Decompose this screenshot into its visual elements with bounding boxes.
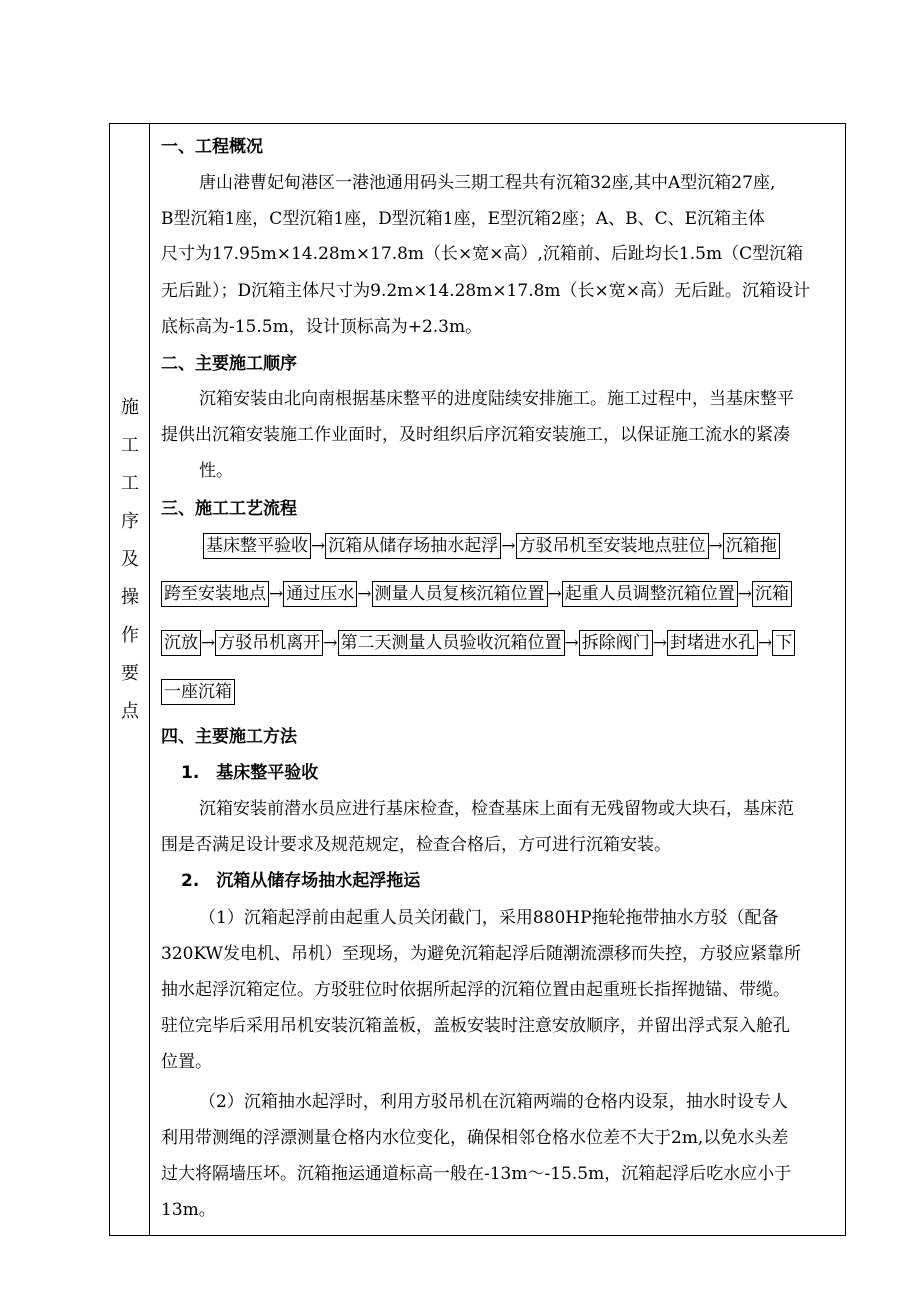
flow-step: 方驳吊机至安装地点驻位 [516, 533, 709, 559]
label-char: 序 [121, 511, 139, 532]
arrow-right-icon: → [758, 633, 773, 653]
section-2-title: 二、主要施工顺序 [161, 354, 297, 374]
flow-step: 通过压水 [283, 581, 357, 607]
label-char: 工 [121, 473, 139, 494]
flow-step: 跨至安装地点 [161, 581, 269, 607]
flow-step: 沉箱拖 [723, 533, 780, 559]
left-label-column [110, 124, 150, 1235]
sub1-line: 沉箱安装前潜水员应进行基床检查，检查基床上面有无残留物或大块石，基床范 [199, 799, 794, 819]
sec1-line: 底标高为-15.5m，设计顶标高为+2.3m。 [161, 317, 483, 337]
flow-row-3 [161, 630, 795, 656]
arrow-right-icon: → [737, 584, 752, 604]
sec1-line: 唐山港曹妃甸港区一港池通用码头三期工程共有沉箱32座,其中A型沉箱27座, [199, 173, 776, 193]
subsection-1-title: 1. 基床整平验收 [181, 763, 319, 783]
vertical-label [110, 389, 150, 731]
flow-step: 沉箱 [752, 581, 792, 607]
flow-step: 方驳吊机离开 [215, 630, 323, 656]
section-4-title: 四、主要施工方法 [161, 727, 297, 747]
sub2-para1-line: 抽水起浮沉箱定位。方驳驻位时依据所起浮的沉箱位置由起重班长指挥抛锚、带缆。 [161, 980, 790, 1000]
sec1-line: 尺寸为17.95m×14.28m×17.8m（长×宽×高）,沉箱前、后趾均长1.5m（C型沉箱 [161, 244, 804, 264]
sub2-para1-line: 位置。 [161, 1052, 212, 1072]
sec1-line: B型沉箱1座，C型沉箱1座，D型沉箱1座，E型沉箱2座；A、B、C、E沉箱主体 [161, 209, 765, 229]
flow-step: 测量人员复核沉箱位置 [372, 581, 548, 607]
label-char: 点 [121, 701, 139, 722]
subsection-2-title: 2. 沉箱从储存场抽水起浮拖运 [181, 871, 421, 891]
flow-step: 第二天测量人员验收沉箱位置 [338, 630, 565, 656]
flow-step: 一座沉箱 [161, 679, 235, 705]
sec2-line: 性。 [199, 461, 233, 481]
sec2-line: 提供出沉箱安装施工作业面时，及时组织后序沉箱安装施工，以保证施工流水的紧凑 [161, 425, 790, 445]
document-table [109, 123, 846, 1236]
flow-row-4 [161, 679, 235, 705]
arrow-right-icon: → [323, 633, 338, 653]
sub2-para1-line: （1）沉箱起浮前由起重人员关闭截门，采用880HP拖轮拖带抽水方驳（配备 [199, 908, 779, 928]
label-char: 工 [121, 435, 139, 456]
arrow-right-icon: → [501, 536, 516, 556]
sub2-para2-line: （2）沉箱抽水起浮时，利用方驳吊机在沉箱两端的仓格内设泵，抽水时设专人 [199, 1092, 788, 1112]
content-area [157, 124, 845, 1235]
arrow-right-icon: → [357, 584, 372, 604]
label-char: 作 [121, 625, 139, 646]
sub2-para2-line: 13m。 [161, 1200, 216, 1220]
arrow-right-icon: → [708, 536, 723, 556]
flow-step: 基床整平验收 [203, 533, 311, 559]
label-char: 施 [121, 397, 139, 418]
flow-row-2 [161, 581, 792, 607]
arrow-right-icon: → [201, 633, 216, 653]
flow-step: 沉箱从储存场抽水起浮 [325, 533, 501, 559]
sec2-line: 沉箱安装由北向南根据基床整平的进度陆续安排施工。施工过程中，当基床整平 [199, 389, 794, 409]
section-3-title: 三、施工工艺流程 [161, 499, 297, 519]
flow-step: 拆除阀门 [579, 630, 653, 656]
arrow-right-icon: → [269, 584, 284, 604]
section-1-title: 一、工程概况 [161, 137, 263, 157]
sec1-line: 无后趾）；D沉箱主体尺寸为9.2m×14.28m×17.8m（长×宽×高）无后趾。沉箱设计 [161, 281, 811, 301]
flow-step: 封堵进水孔 [667, 630, 758, 656]
arrow-right-icon: → [311, 536, 326, 556]
arrow-right-icon: → [652, 633, 667, 653]
sub2-para1-line: 驻位完毕后采用吊机安装沉箱盖板，盖板安装时注意安放顺序，并留出浮式泵入舱孔 [161, 1016, 790, 1036]
arrow-right-icon: → [547, 584, 562, 604]
flow-step: 沉放 [161, 630, 201, 656]
sub2-para1-line: 320KW发电机、吊机）至现场，为避免沉箱起浮后随潮流漂移而失控，方驳应紧靠所 [161, 944, 802, 964]
flow-step: 起重人员调整沉箱位置 [562, 581, 738, 607]
sub2-para2-line: 利用带测绳的浮漂测量仓格内水位变化，确保相邻仓格水位差不大于2m,以免水头差 [161, 1128, 789, 1148]
arrow-right-icon: → [564, 633, 579, 653]
label-char: 及 [121, 549, 139, 570]
flow-row-1 [203, 533, 780, 559]
flow-step: 下 [772, 630, 795, 656]
sub1-line: 围是否满足设计要求及规范规定，检查合格后，方可进行沉箱安装。 [161, 835, 671, 855]
label-char: 要 [121, 663, 139, 684]
label-char: 操 [121, 587, 139, 608]
sub2-para2-line: 过大将隔墙压坏。沉箱拖运通道标高一般在-13m～-15.5m，沉箱起浮后吃水应小于 [161, 1164, 792, 1184]
